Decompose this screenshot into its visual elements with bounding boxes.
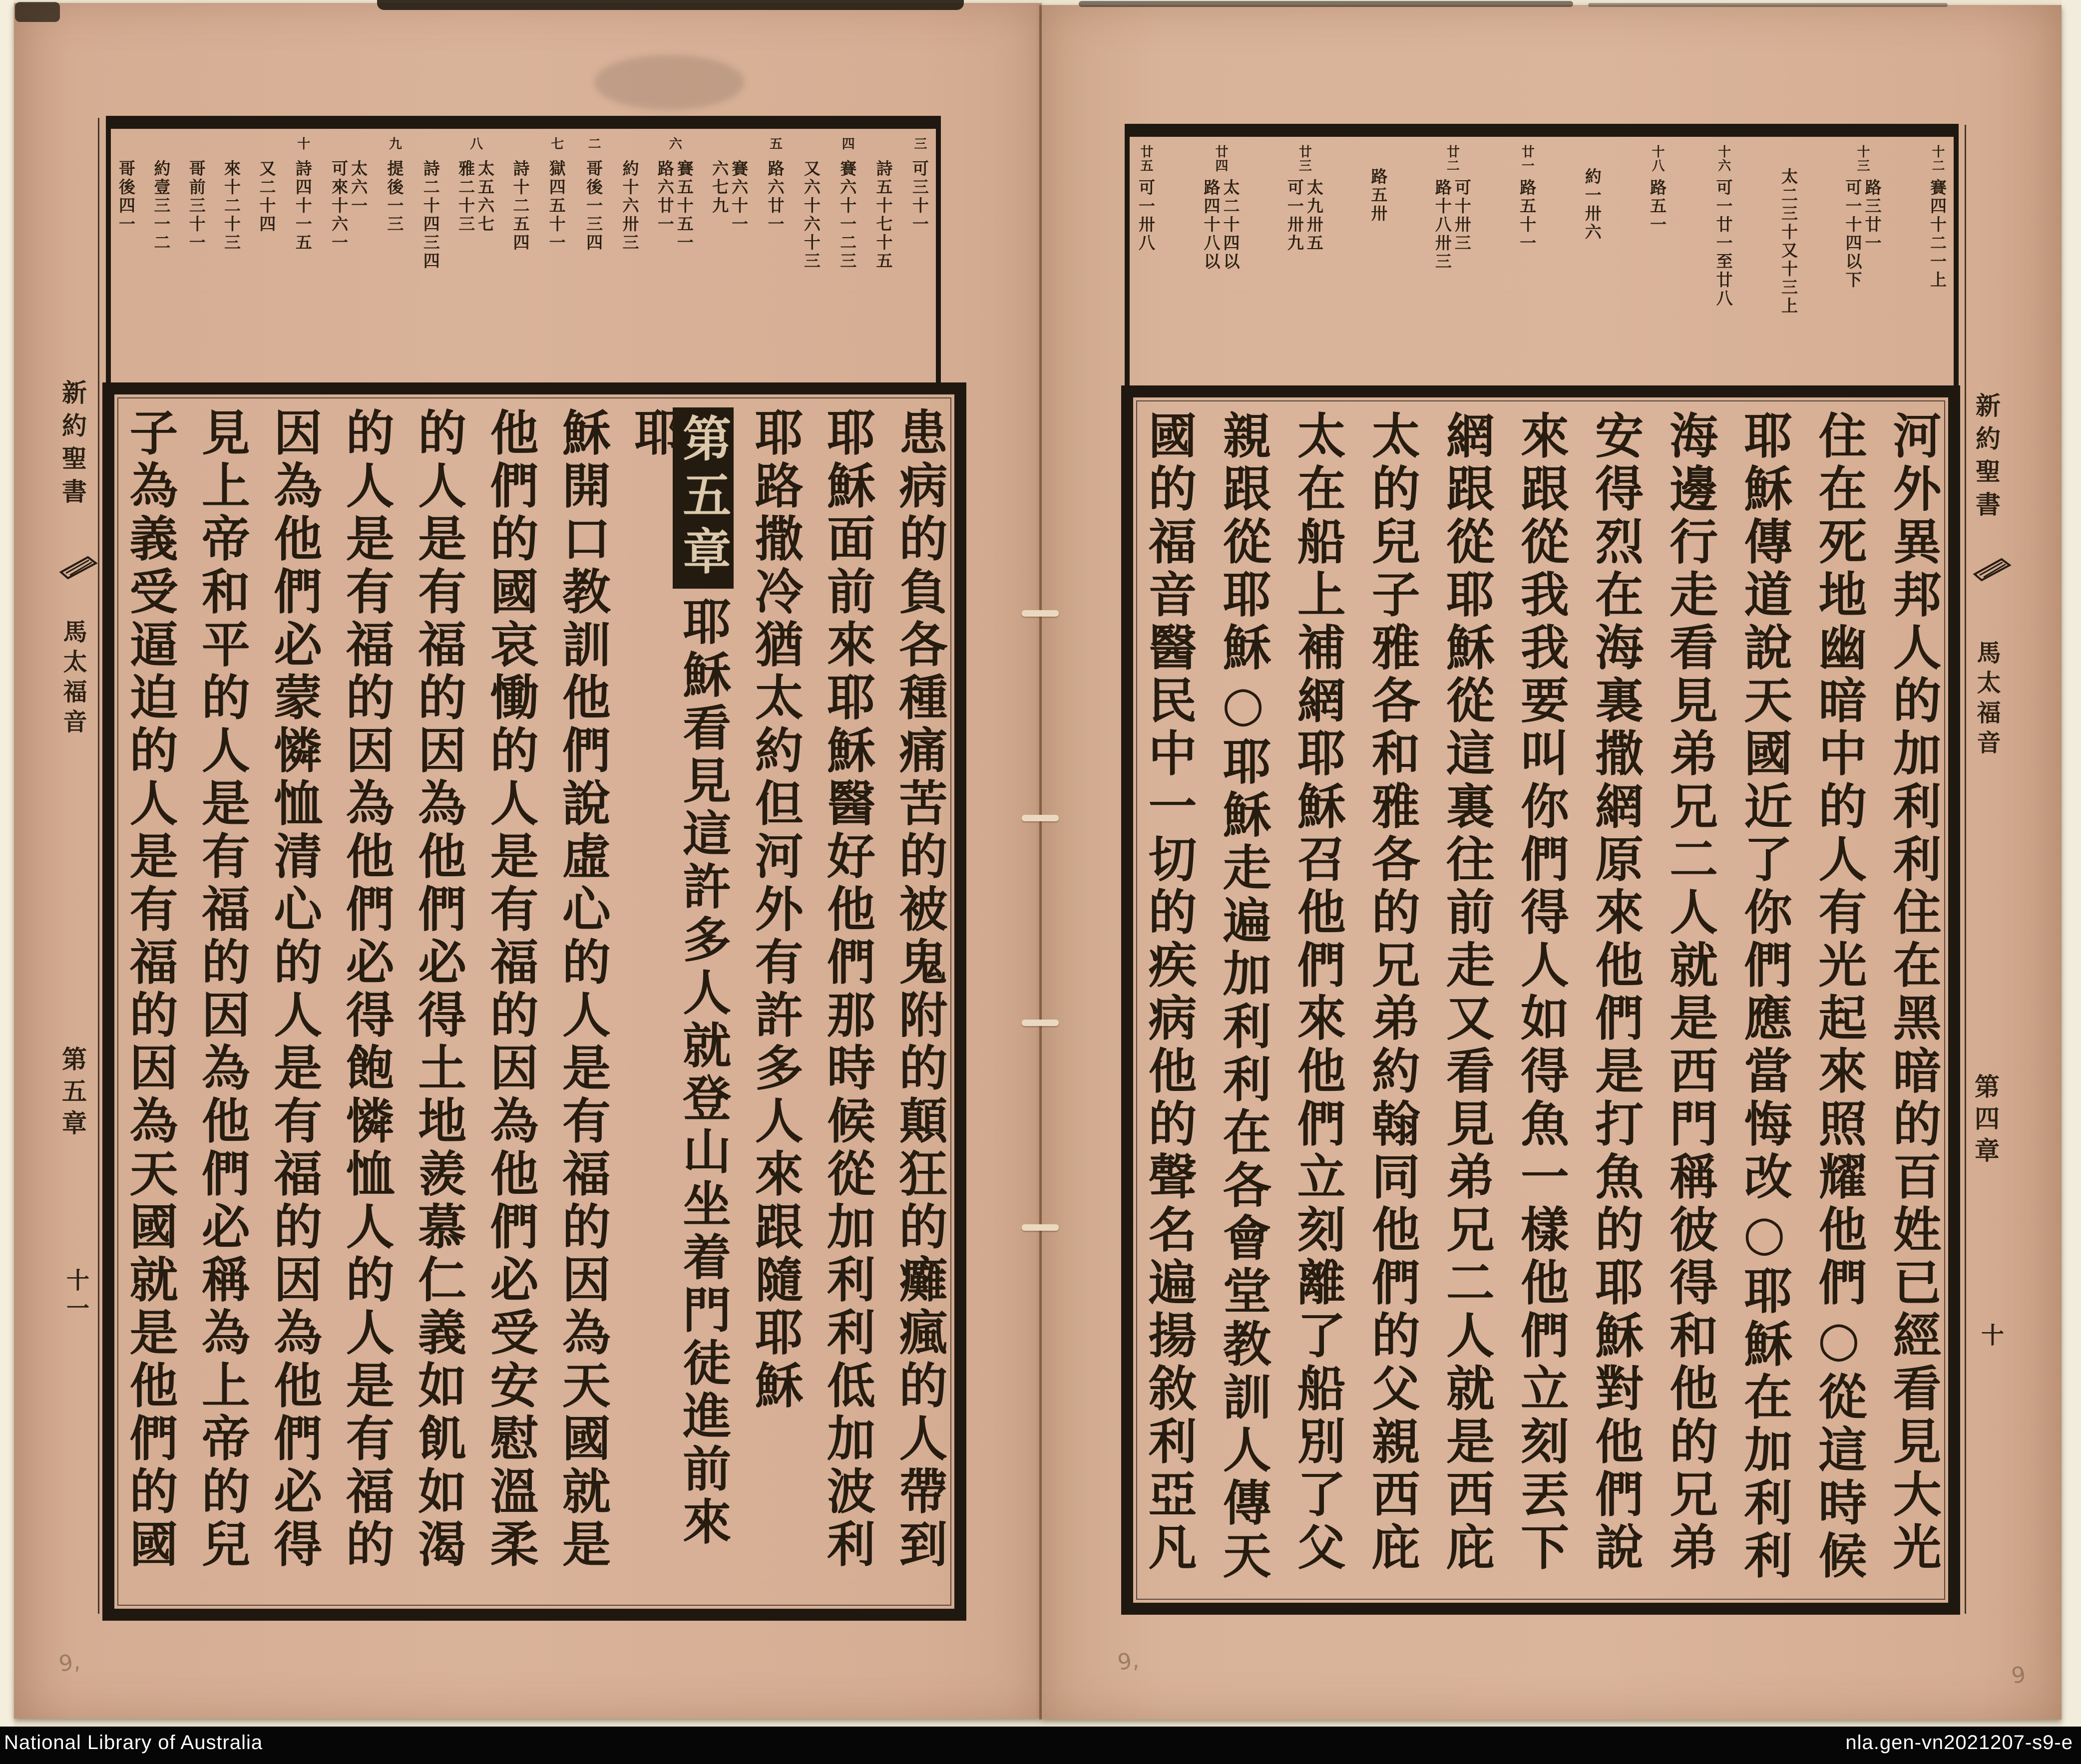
reference-text: 約一卅六 [1582,168,1602,242]
column-text: 耶穌傳道說天國近了你們應當悔改○耶穌在加利利 [1735,410,1793,1583]
column-text: 太在船上補網耶穌召他們來他們立刻離了船別了父 [1289,410,1346,1575]
left-series-title: 新約聖書 [58,379,87,511]
reference-annotation [621,137,638,252]
chapter-heading-box: 第五章 [673,407,734,589]
text-column [1363,410,1421,1590]
verse-marker: 廿二 [1444,145,1460,173]
reference-annotation [803,137,820,271]
reference-annotation [1845,145,1881,290]
text-column [193,407,251,1596]
column-text: 來跟從我我要叫你們得人如得魚一樣他們立刻丟下 [1512,410,1570,1575]
left-page-reference-box [106,116,941,392]
reference-annotation [1203,145,1239,271]
reference-annotation [153,137,169,252]
column-text: 他們的國哀慟的人是有福的因為他們必受安慰溫柔 [481,407,539,1572]
reference-annotation [910,137,929,234]
right-chapter-label: 第四章 [1971,1073,2000,1169]
binding-stitch [1022,1020,1059,1026]
text-column [554,407,611,1596]
reference-text: 賽五十五一 [674,160,694,252]
right-series-title: 新約聖書 [1972,392,2001,524]
reference-annotation [1137,145,1155,253]
text-column [1512,410,1570,1590]
reference-text: 路三廿一 [1862,179,1882,253]
scan-background-right-edge [2062,0,2081,1728]
reference-annotation [1370,145,1386,223]
reference-text: 詩五十七十五 [873,160,893,271]
reference-text: 又二十四 [257,160,277,234]
text-column [1289,410,1346,1590]
scan-top-smudge [1588,3,1948,7]
text-column [1884,410,1942,1590]
paper-stain [594,55,744,110]
reference-annotation [1434,145,1470,271]
text-column [1735,410,1793,1590]
binding-stitch [1022,815,1059,821]
pencil-mark: 9, [57,1649,82,1677]
reference-text: 太二十四以 [1221,179,1241,271]
reference-annotation [385,137,404,234]
left-page-reference-columns [118,137,929,379]
reference-annotation [512,137,528,252]
text-column [1661,410,1718,1590]
column-text: 河外異邦人的加利利住在黑暗的百姓已經看見大光 [1884,410,1942,1575]
scan-background-left-edge [0,0,14,1764]
library-credit-text: National Library of Australia [4,1732,263,1754]
right-page-text-frame [1121,385,1960,1615]
reference-text: 可一卅九 [1284,179,1304,253]
verse-marker: 十六 [1715,145,1731,173]
right-page-reference-columns [1137,145,1947,383]
verse-marker: 四 [839,137,855,151]
reference-text: 可三十一 [909,160,929,234]
reference-text: 可一卅八 [1136,179,1156,253]
reference-text: 詩十二五四 [510,160,530,252]
reference-text: 詩四十一五 [293,160,313,252]
column-text: 穌開口教訓他們說虛心的人是有福的因為天國就是 [554,407,611,1572]
reference-text: 太九卅五 [1304,179,1324,253]
reference-text: 提後一三 [385,160,405,234]
left-page-text-frame [102,382,966,1621]
right-page-text-columns [1140,410,1942,1590]
column-text: 的人是有福的因為他們必得土地羨慕仁義如飢如渴 [410,407,467,1572]
column-text: 國的福音醫民中一切的疾病他的聲名遍揚敘利亞凡 [1140,410,1197,1575]
left-chapter-label: 第五章 [58,1046,87,1142]
reference-text: 賽四十二一上 [1927,179,1947,290]
reference-annotation [294,137,312,252]
left-page-number: 十一 [63,1268,90,1324]
text-column [265,407,323,1596]
reference-text: 可來十六一 [329,160,349,252]
text-column [121,407,178,1596]
reference-annotation [1780,145,1797,316]
reference-text: 路六廿一 [765,160,785,234]
binding-fold-line [1039,5,1042,1720]
right-book-title: 馬太福音 [1973,640,2001,760]
reference-annotation [584,137,603,252]
column-text: 耶穌看見這許多人就登山坐着門徒進前來耶 [626,407,732,1549]
text-column [626,407,732,1596]
verse-marker: 七 [548,137,564,151]
manicule-ornament-icon [1973,555,2012,586]
left-book-title: 馬太福音 [59,619,87,739]
right-margin-rule [1965,125,1966,1614]
manicule-ornament-icon [59,553,98,584]
verse-marker: 二 [586,137,601,151]
reference-annotation [331,137,367,252]
scan-top-smudge [377,0,964,10]
reference-annotation [1928,145,1947,290]
scan-identifier-text: nla.gen-vn2021207-s9-e [1845,1732,2073,1754]
reference-text: 獄四五十一 [546,160,566,252]
reference-text: 太六一 [349,160,369,215]
text-column [747,407,804,1596]
binding-stitch [1022,1224,1059,1231]
reference-text: 太二三十又十三上 [1779,168,1799,316]
reference-text: 可一廿一至廿八 [1713,179,1733,308]
reference-text: 路六廿一 [655,160,675,234]
reference-annotation [766,137,785,234]
reference-text: 賽六十一二三 [837,160,857,271]
reference-annotation [875,137,892,271]
reference-text: 太五六七 [475,160,495,234]
verse-marker: 十八 [1650,145,1665,173]
column-text: 見上帝和平的人是有福的因為他們必稱為上帝的兒 [193,407,251,1572]
column-text: 網跟從耶穌從這裏往前走又看見弟兄二人就是西庇 [1438,410,1495,1575]
right-page-reference-box [1125,124,1959,396]
reference-annotation [457,137,493,234]
reference-text: 六七九 [710,160,730,215]
column-text: 子為義受逼迫的人是有福的因為天國就是他們的國 [121,407,178,1572]
reference-text: 路四十八以 [1201,179,1221,271]
column-text: 的人是有福的因為他們必得飽憐恤人的人是有福的 [338,407,395,1572]
text-column [1587,410,1644,1590]
verse-marker: 五 [767,137,783,151]
pencil-mark: 9, [1116,1647,1141,1676]
verse-marker: 十三 [1855,145,1870,173]
reference-annotation [711,137,747,234]
verse-marker: 廿一 [1519,145,1535,173]
reference-text: 又六十六十三 [801,160,821,271]
verse-marker: 三 [911,137,927,151]
reference-annotation [1286,145,1322,253]
digitization-bar [0,1727,2081,1764]
reference-annotation [118,137,134,234]
reference-text: 哥後一三四 [584,160,604,252]
binding-stitch [1022,610,1059,617]
text-column [1215,410,1272,1590]
scan-corner-smudge [15,2,60,22]
text-column [819,407,876,1596]
verse-marker: 廿五 [1138,145,1153,173]
reference-text: 賽六十一 [729,160,749,234]
verse-marker: 十二 [1929,145,1945,173]
column-text: 住在死地幽暗中的人有光起來照耀他們○從這時候 [1810,410,1867,1583]
column-text: 因為他們必蒙憐恤清心的人是有福的因為他們必得 [265,407,323,1572]
reference-text: 詩二十四三四 [420,160,440,271]
text-column [1140,410,1197,1590]
text-column [481,407,539,1596]
reference-annotation [1584,145,1601,242]
verse-marker: 九 [387,137,402,151]
reference-text: 哥後四一 [116,160,136,234]
reference-annotation [1648,145,1666,234]
reference-annotation [422,137,439,271]
column-text: 患病的負各種痛苦的被鬼附的顛狂的癱瘋的人帶到 [890,407,948,1572]
reference-annotation [1714,145,1733,308]
reference-text: 約十六卅三 [620,160,640,252]
reference-text: 路五卅 [1368,168,1388,223]
reference-annotation [223,137,240,252]
verse-marker: 八 [467,137,483,151]
text-column [410,407,467,1596]
right-page-number: 十 [1978,1323,2005,1351]
column-text: 耶穌面前來耶穌醫好他們那時候從加利利低加波利 [819,407,876,1572]
verse-marker: 六 [667,137,682,151]
column-text: 海邊行走看見弟兄二人就是西門稱彼得和他的兄弟 [1661,410,1718,1575]
column-text: 安得烈在海裏撒網原來他們是打魚的耶穌對他們說 [1587,410,1644,1575]
reference-annotation [657,137,693,252]
column-text: 親跟從耶穌○耶穌走遍加利利在各會堂教訓人傳天 [1215,410,1272,1583]
verse-marker: 廿三 [1296,145,1312,173]
reference-annotation [838,137,856,271]
reference-text: 約壹三一二 [151,160,171,252]
left-page-text-columns [121,407,948,1596]
reference-text: 來十二十三 [222,160,242,252]
reference-text: 路五一 [1648,179,1667,234]
reference-text: 可十卅三 [1452,179,1472,253]
reference-annotation [188,137,205,252]
text-column [890,407,948,1596]
reference-text: 雅二十三 [456,160,476,234]
reference-annotation [258,137,275,234]
pencil-mark: 9 [2010,1662,2028,1689]
verse-marker: 廿四 [1213,145,1228,173]
left-margin-rule [98,118,99,1614]
reference-text: 路五十一 [1517,179,1537,253]
text-column [338,407,395,1596]
column-text: 耶路撒冷猶太約但河外有許多人來跟隨耶穌 [747,407,804,1413]
reference-text: 路十八卅三 [1432,179,1452,271]
reference-text: 可一十四以下 [1843,179,1863,290]
reference-text: 哥前三十一 [186,160,206,252]
scan-top-smudge [1079,1,1573,7]
column-text: 太的兒子雅各和雅各的兄弟約翰同他們的父親西庇 [1363,410,1421,1575]
verse-marker: 十 [295,137,310,151]
text-column [1438,410,1495,1590]
text-column [1810,410,1867,1590]
reference-annotation [1518,145,1536,253]
reference-annotation [547,137,566,252]
